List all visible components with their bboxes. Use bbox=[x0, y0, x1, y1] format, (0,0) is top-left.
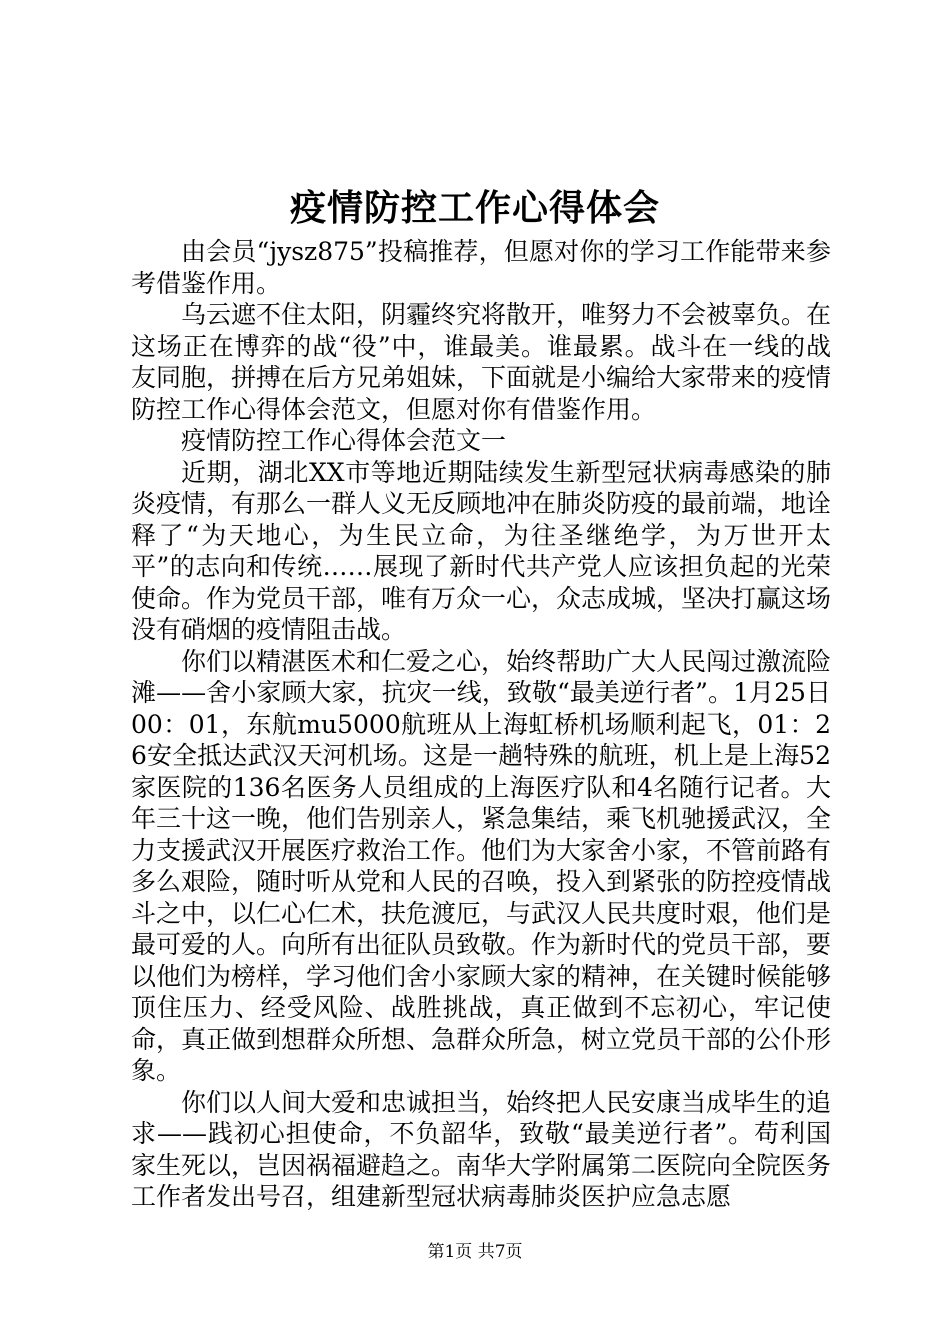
section-heading: 疫情防控工作心得体会范文一 bbox=[181, 426, 507, 455]
page-number-footer: 第1页 共7页 bbox=[427, 1242, 523, 1262]
body-paragraph: 你们以精湛医术和仁爱之心，始终帮助广大人民闯过激流险滩——舍小家顾大家，抗灾一线，致敬“最美逆行者”。1月25日00：01，东航mu5000航班从上海虹桥机场顺利起飞，01：26安全抵达武汉天河机场。这是一趟特殊的航班，机上是上海52家医院的136名医务人员组成的上海医疗队和4名随行记者。大年三十这一晚，他们告别亲人，紧急集结，乘飞机驰援武汉，全力支援武汉开展医疗救治工作。他们为大家舍小家，不管前路有多么艰险，随时听从党和人民的召唤，投入到紧张的防控疫情战斗之中，以仁心仁术，扶危渡厄，与武汉人民共度时艰，他们是最可爱的人。向所有出征队员致敬。作为新时代的党员干部，要以他们为榜样，学习他们舍小家顾大家的精神，在关键时候能够顶住压力、经受风险、战胜挑战，真正做到不忘初心，牢记使命，真正做到想群众所想、急群众所急，树立党员干部的公仆形象。 bbox=[131, 646, 832, 1085]
document-body bbox=[131, 236, 831, 1213]
document-title: 疫情防控工作心得体会 bbox=[289, 187, 660, 229]
intro-paragraph: 由会员“jysz875”投稿推荐，但愿对你的学习工作能带来参考借鉴作用。 bbox=[131, 237, 831, 298]
body-paragraph: 你们以人间大爱和忠诚担当，始终把人民安康当成毕生的追求——践初心担使命，不负韶华，致敬“最美逆行者”。苟利国家生死以，岂因祸福避趋之。南华大学附属第二医院向全院医务工作者发出号召，组建新型冠状病毒肺炎医护应急志愿 bbox=[131, 1087, 832, 1211]
body-paragraph: 近期，湖北XX市等地近期陆续发生新型冠状病毒感染的肺炎疫情，有那么一群人义无反顾地冲在肺炎防疫的最前端，地诠释了“为天地心，为生民立命，为往圣继绝学，为万世开太平”的志向和传统……展现了新时代共产党人应该担负起的光荣使命。作为党员干部，唯有万众一心，众志成城，坚决打赢这场没有硝烟的疫情阻击战。 bbox=[131, 457, 832, 644]
preface-paragraph: 乌云遮不住太阳，阴霾终究将散开，唯努力不会被辜负。在这场正在博弈的战“役”中，谁最美。谁最累。战斗在一线的战友同胞，拼搏在后方兄弟姐妹，下面就是小编给大家带来的疫情防控工作心得体会范文，但愿对你有借鉴作用。 bbox=[131, 300, 832, 424]
